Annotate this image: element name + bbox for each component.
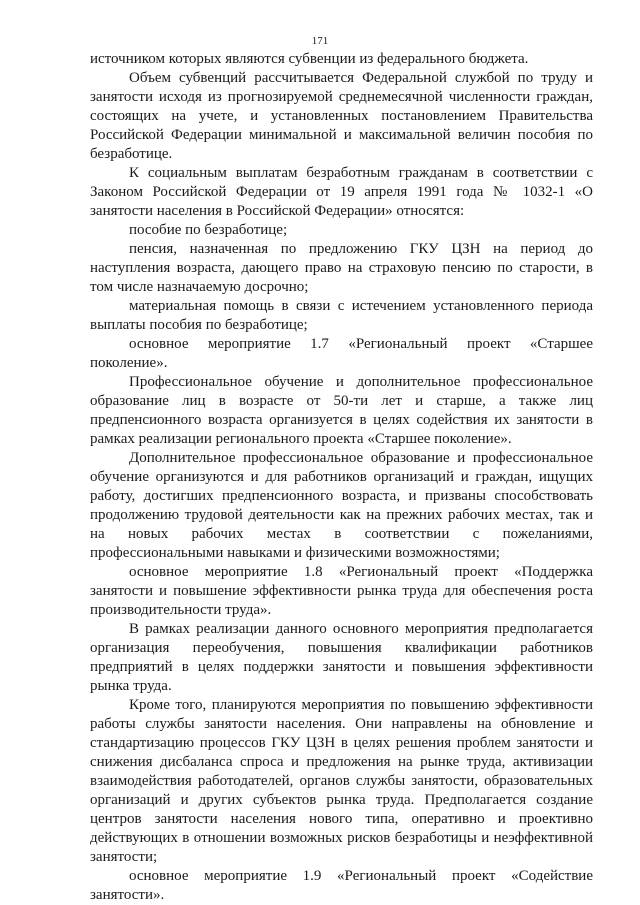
list-item-unemployment-benefit: пособие по безработице; [129,222,288,238]
body-text [90,50,593,905]
paragraph-measure-1-7: основное мероприятие 1.7 «Региональный проект «Старшее поколение». [90,336,593,371]
list-item-material-aid: материальная помощь в связи с истечением установленного периода выплаты пособия по безработице; [90,298,593,333]
paragraph-employment-service-efficiency: Кроме того, планируются мероприятия по повышению эффективности работы службы занятости населения. Они направлены на обновление и стандартизацию процессов ГКУ ЦЗН в целях решения проблем занятости и снижения дисбаланса спроса и предложения на рынке труда, активизации взаимодействия работодателей, органов службы занятости, образовательных организаций и других субъектов рынка труда. Предполагается создание центров занятости населения нового типа, оперативно и проективно действующих в отношении возможных рисков безработицы и неэффективной занятости; [90,697,593,865]
paragraph-additional-education: Дополнительное профессиональное образование и профессиональное обучение организуются и для работников организаций и граждан, ищущих работу, достигших предпенсионного возраста, и призваны способствовать продолжению трудовой деятельности как на прежних рабочих местах, так и на новых рабочих местах в соответствии с пожеланиями, профессиональными навыками и физическими возможностями; [90,450,593,561]
paragraph-training-50-plus: Профессиональное обучение и дополнительное профессиональное образование лиц в возрасте от 50-ти лет и старше, а также лиц предпенсионного возраста организуется в целях содействия их занятости в рамках реализации регионального проекта «Старшее поколение». [90,374,593,447]
paragraph-subvention-volume: Объем субвенций рассчитывается Федеральной службой по труду и занятости исходя из прогнозируемой среднемесячной численности граждан, состоящих на учете, и установленных постановлением Правительства Российской Федерации минимальной и максимальной величин пособия по безработице. [90,70,593,162]
paragraph-retraining: В рамках реализации данного основного мероприятия предполагается организация переобучения, повышения квалификации работников предприятий в целях поддержки занятости и повышения эффективности рынка труда. [90,621,593,694]
page-number: 171 [311,35,329,47]
list-item-early-pension: пенсия, назначенная по предложению ГКУ ЦЗН на период до наступления возраста, дающего право на страховую пенсию по старости, в том числе назначаемую досрочно; [90,241,593,295]
paragraph-measure-1-8: основное мероприятие 1.8 «Региональный проект «Поддержка занятости и повышение эффективности рынка труда для обеспечения роста производительности труда». [90,564,593,618]
paragraph-continuation: источником которых являются субвенции из федерального бюджета. [90,51,529,67]
paragraph-measure-1-9: основное мероприятие 1.9 «Региональный проект «Содействие занятости». [90,868,593,903]
paragraph-social-payments-intro: К социальным выплатам безработным гражданам в соответствии с Законом Российской Федерации от 19 апреля 1991 года № 1032-1 «О занятости населения в Российской Федерации» относятся: [90,165,593,219]
